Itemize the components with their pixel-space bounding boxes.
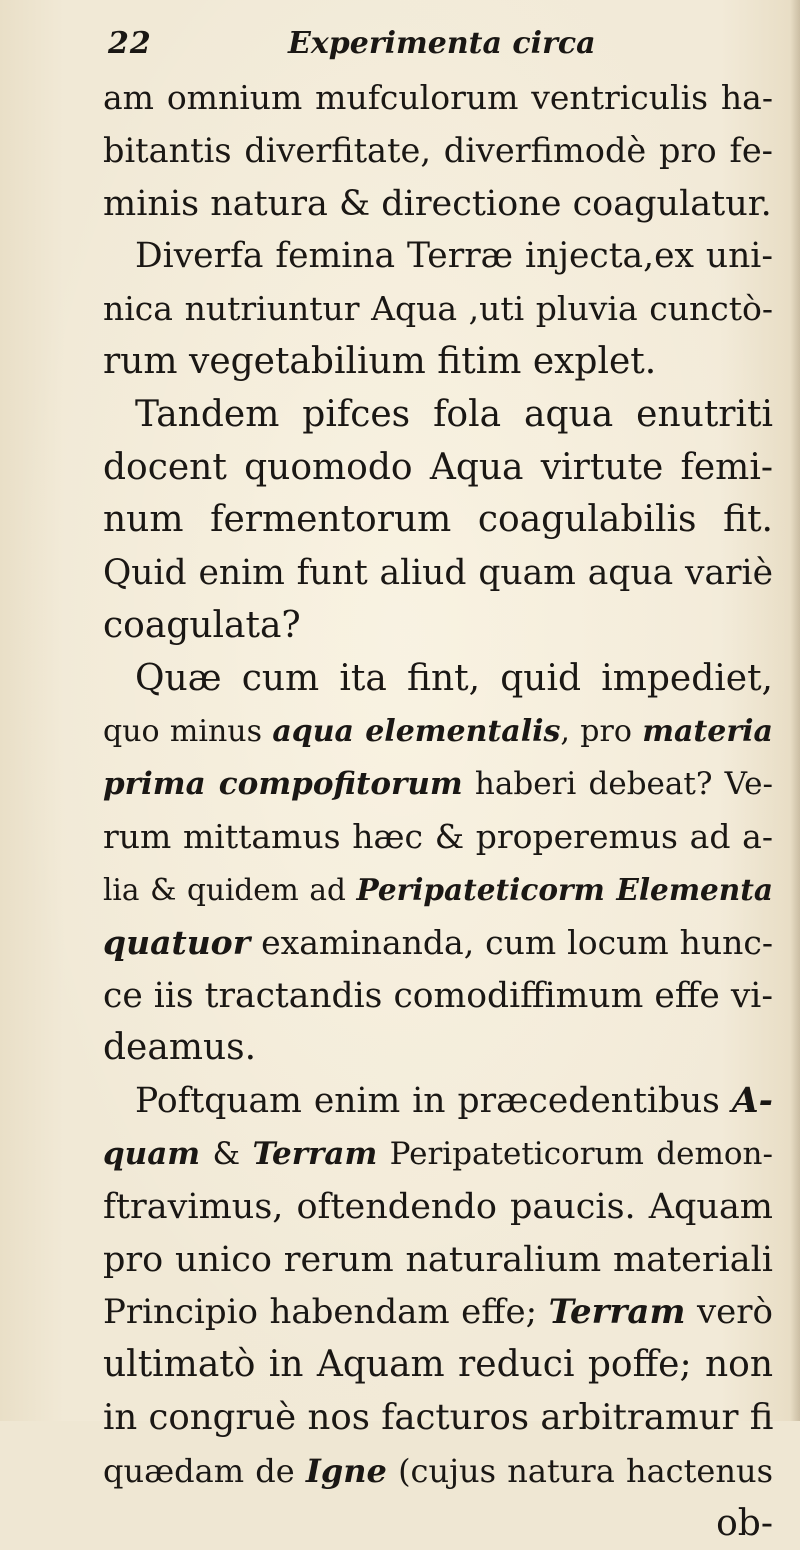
italic-phrase: Terram [548,1292,686,1333]
text-line: Diverfa femina Terræ injecta,ex uni- [135,236,773,277]
text-line: bitantis diverfitate, diverfimodè pro fe- [103,130,773,170]
text-span: verò [685,1292,774,1333]
italic-phrase: aqua elementalis [272,713,561,749]
text-span: quædam de [103,1451,306,1490]
text-line: am omnium mufculorum ventriculis ha- [103,78,773,117]
text-line: Quæ cum ita fint, quid impediet, [135,657,773,699]
text-line [103,706,773,759]
italic-phrase: materia [642,713,773,749]
text-line [103,917,773,970]
text-line [103,1075,773,1128]
text-span: lia & quidem ad [103,872,357,907]
text-line: docent quomodo Aqua virtute femi- [103,446,773,488]
italic-phrase: Peripateticorm Elementa [356,871,773,907]
text-line: Tandem pifces fola aqua enutriti [135,393,773,435]
text-span: examinanda, cum locum hunc- [250,922,773,962]
page-number: 22 [108,26,152,61]
text-span: (cujus natura hactenus [386,1451,774,1490]
running-head: Experimenta circa [288,26,596,61]
text-span: Poftquam enim in præcedentibus [135,1081,732,1122]
text-span: & [200,1135,253,1172]
text-line [103,1445,773,1498]
italic-phrase: Terram [252,1135,378,1172]
body-text [103,72,773,1550]
italic-phrase: Igne [305,1451,387,1490]
italic-phrase: quam [103,1135,201,1172]
text-line: in congruè nos facturos arbitramur fi [103,1396,774,1438]
text-line: ultimatò in Aquam reduci poffe; non [103,1344,773,1386]
page-header [0,20,800,60]
italic-phrase: prima compofitorum [103,766,463,803]
text-line: num fermentorum coagulabilis fit. [103,499,773,541]
page-edge-shadow [790,0,800,1421]
text-line [103,864,773,917]
text-span: quo minus [103,713,273,749]
text-line: deamus. [103,1027,257,1069]
text-line: coagulata? [103,604,301,646]
text-line: Quid enim funt aliud quam aqua variè [103,553,773,594]
text-line: ob- [716,1502,773,1544]
text-span: haberi debeat? Ve- [462,766,773,803]
text-line: rum vegetabilium fitim explet. [103,340,657,382]
text-span: Peripateticorum demon- [377,1135,773,1172]
italic-phrase: quatuor [103,922,251,962]
text-line: pro unico rerum naturalium materiali [103,1239,773,1280]
text-line: ce iis tractandis comodiffimum effe vi- [103,975,773,1016]
text-line [103,758,773,811]
italic-phrase: A- [731,1081,773,1122]
text-line: nica nutriuntur Aqua ,uti pluvia cunctò- [103,289,773,329]
text-line [103,1128,773,1181]
text-line: ftravimus, oftendendo paucis. Aquam [103,1186,773,1227]
text-line: minis natura & directione coagulatur. [103,183,772,224]
text-span: Principio habendam effe; [103,1292,549,1333]
text-span: , pro [560,713,643,749]
text-line: rum mittamus hæc & properemus ad a- [103,817,773,857]
text-line [103,1286,773,1339]
